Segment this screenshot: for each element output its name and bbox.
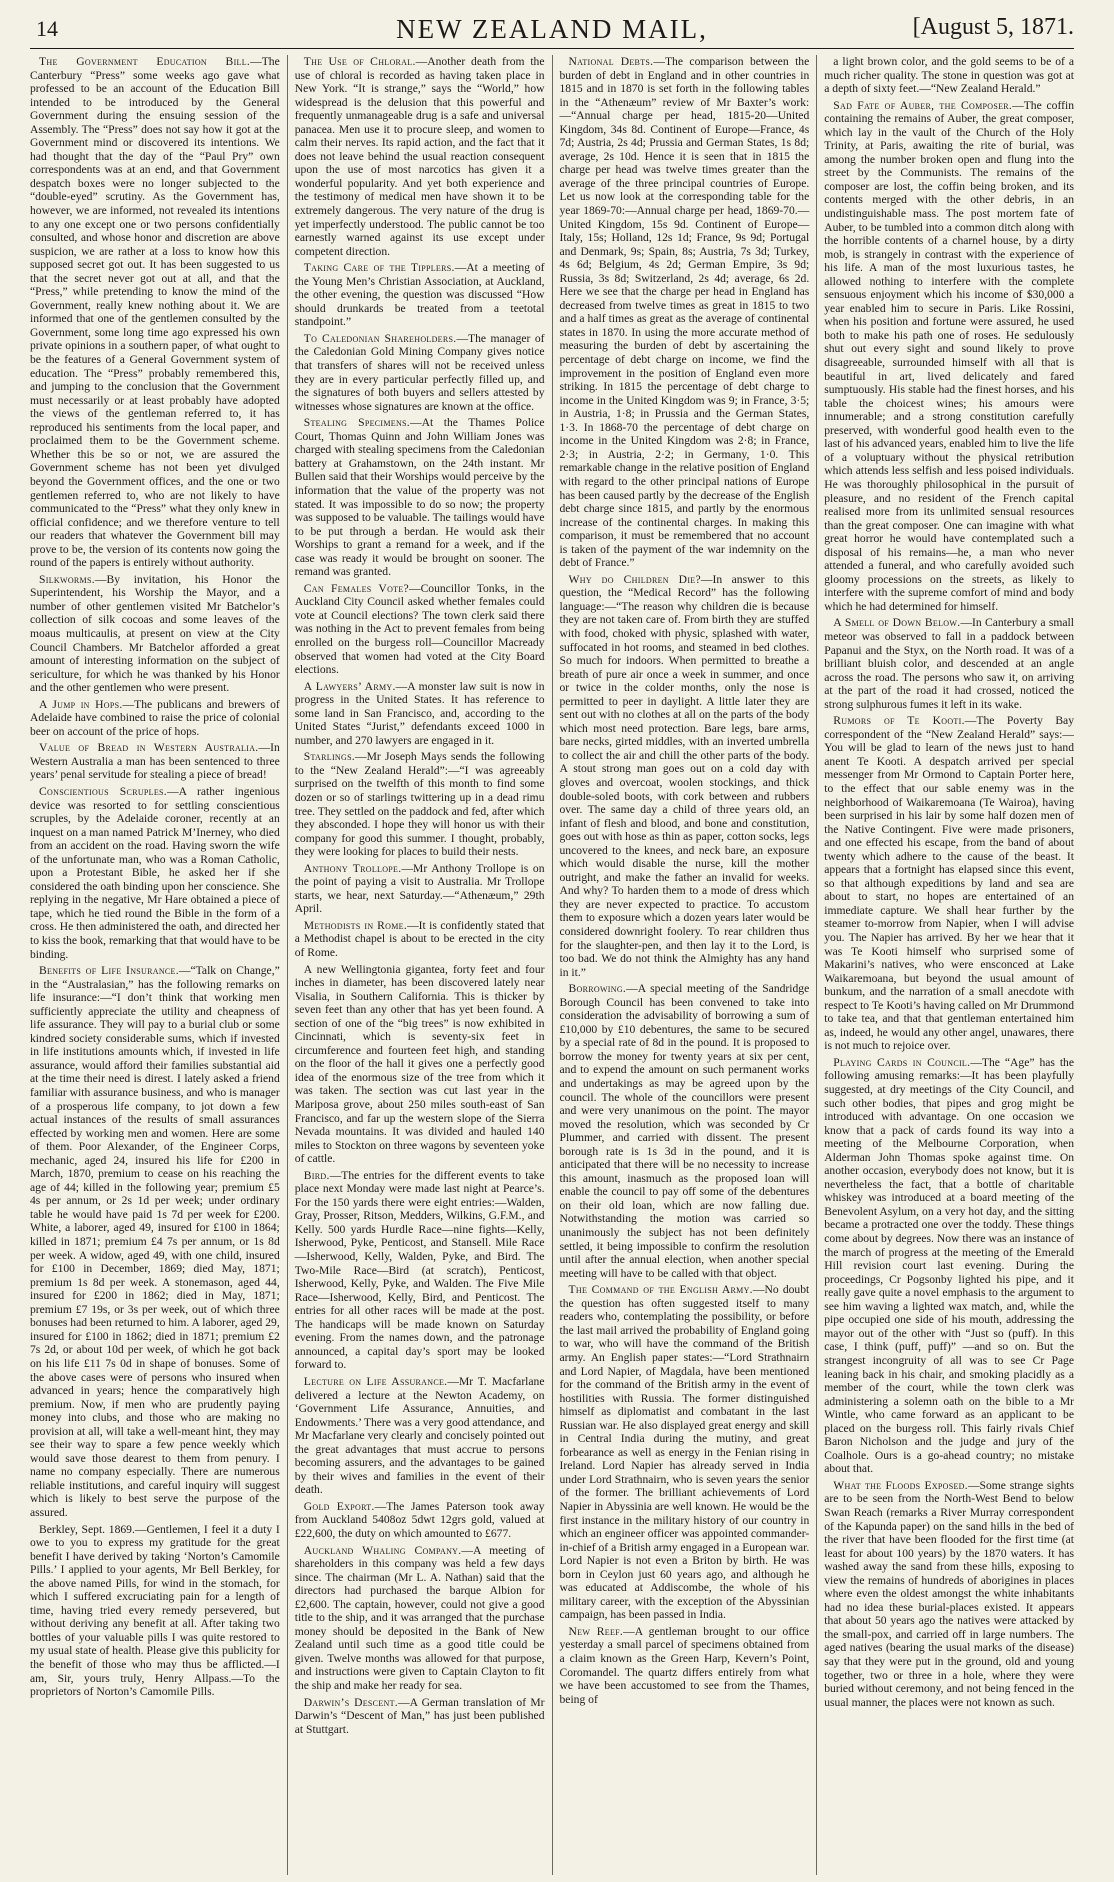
article-heading: Can Females Vote? bbox=[303, 581, 409, 595]
article-heading: Benefits of Life Insurance. bbox=[39, 964, 179, 978]
article-paragraph bbox=[295, 1375, 545, 1497]
article-heading: Playing Cards in Council. bbox=[833, 1055, 971, 1069]
article-body: —A German translation of Mr Darwin’s “Descent of Man,” has just been published at Stuttgart. bbox=[294, 1695, 545, 1736]
article-heading: The Government Education Bill. bbox=[39, 55, 251, 68]
column-4 bbox=[816, 55, 1074, 1875]
article-heading: Starlings. bbox=[303, 750, 356, 764]
article-heading: To Caledonian Shareholders. bbox=[303, 331, 457, 345]
article-paragraph bbox=[295, 55, 545, 258]
article-heading: Lecture on Life Assurance. bbox=[303, 1374, 448, 1388]
article-body: —The comparison between the burden of debt in England and in other countries in 1815 and in 1870 is set forth in the following tables in the “Athenæum” review of Mr Baxter’s work:—“Annual charge per head, 1815-20—United Kingdom, 34s 8d. Continent of Europe—France, 4s 7d; Austria, 2s 4d; Prussia and German States, 1s 8d; average, 2s 10d. Hence it is seen that in 1815 the charge per head was twelve times greater than the average of the three principal countries of Europe. Let us now look at the corresponding table for the year 1869-70:—Annual charge per head, 1869-70.—United Kingdom, 15s 9d. Continent of Europe—Italy, 15s; Holland, 12s 1d; France, 9s 9d; Portugal and Denmark, 9s; Spain, 8s; Austria, 7s 3d; Turkey, 4s 6d; Belgium, 4s 2d; German Empire, 3s 9d; Russia, 3s 8d; Switzerland, 2s 4d; average, 6s 2d. Here we see that the charge per head in England has decreased from twelve times as great in 1815 to two and a half times as great as the average of continental states in 1870. In using the more accurate method of measuring the burden of debt by ascertaining the percentage of debt charge on income, we find the improvement in the position of England even more striking. In 1815 the percentage of debt charge to income in the United Kingdom was 9; in France, 3·5; in Austria, 1·8; in Prussia and the German States, 1·3. In 1868-70 the percentage of debt charge on income in the United Kingdom was 2·8; in France, 2·3; in Austria, 2·2; in Germany, 1·0. This remarkable change in the relative position of England with regard to the other principal nations of Europe has been caused partly by the decrease of the English debt charge since 1815, and partly by the enormous increase of the continental charges. In making this comparison, it must be remembered that no account is taken of the payment of the war indemnity on the debt of France.” bbox=[559, 55, 810, 570]
article-body: —The Poverty Bay correspondent of the “New Zealand Herald” says:—You will be glad to learn of the news just to hand anent Te Kooti. A despatch arrived per special messenger from Mr Ormond to Captain Porter here, to the effect that our sable enemy was in the neighborhood of Waikaremoana (Te Wairoa), having been surprised in his lair by some half dozen men of the Native Contingent. Five were made prisoners, and one effected his escape, from the band of about twenty which adhere to the cause of the beast. It appears that a fortnight has elapsed since this event, so that although expeditions by land and sea are about to start, no hopes are entertained of an immediate capture. We shall hear further by the steamer to-morrow from Napier, when I will advise you. The Napier has arrived. By her we hear that it was Te Kooti himself who surprised some of Makarini’s natives, who were ensconced at Lake Waikaremoana, but beyond the usual amount of bunkum, and the narration of a small anecdote with respect to Te Kooti’s having called on Mr Drummond to take tea, and that that gentleman entertained him as, indeed, he would any other angel, unawares, there is not much to rejoice over. bbox=[824, 714, 1074, 1053]
article-body: —The publicans and brewers of Adelaide have combined to raise the price of colonial beer on account of the price of hops. bbox=[30, 697, 280, 738]
page-number: 14 bbox=[36, 16, 58, 41]
article-body: —In answer to this question, the “Medical Record” has the following language:—“The reason why children die is because they are not taken care of. From birth they are stuffed with food, choked with physic, splashed with water, suffocated in hot rooms, and steamed in bed clothes. So much for indoors. When permitted to breathe a breath of pure air once a week in summer, and once or twice in the colder months, only the nose is permitted to peer in daylight. A little later they are sent out with no clothes at all on the parts of the body which most need protection. Bare legs, bare arms, bare necks, girted middles, with an inverted umbrella to collect the air and chill the other parts of the body. A stout strong man goes out on a cold day with gloves and overcoat, woolen stockings, and thick double-soled boots, with cork between and rubbers over. The same day a child of three years old, an infant of flesh and blood, and bone and constitution, goes out with hose as thin as paper, cotton socks, legs uncovered to the knees, and neck bare, an exposure which would disable the nurse, kill the mother outright, and make the father an invalid for weeks. And why? To harden them to a mode of dress which they are never expected to practice. To accustom them to exposure which a dozen years later would be considered downright foolery. To rear children thus for the slaughter-pen, and then lay it to the Lord, is too bad. We do not think the Almighty has any hand in it.” bbox=[559, 572, 810, 979]
article-paragraph bbox=[560, 1625, 810, 1706]
article-body: —Mr Anthony Trollope is on the point of paying a visit to Australia. Mr Trollope starts, we hear, next Saturday.—“Athenæum,” 29th April. bbox=[294, 861, 545, 916]
article-paragraph bbox=[295, 582, 545, 677]
article-paragraph bbox=[30, 741, 280, 782]
article-paragraph bbox=[560, 573, 810, 979]
article-heading: Gold Export. bbox=[303, 1499, 375, 1513]
article-body: —The Canterbury “Press” some weeks ago gave what professed to be an account of the Education Bill intended to be introduced by the General Government during the ensuing session of the Assembly. The “Press” does not say how it got at the Government mind or discovered its intentions. We had thought that the day of the “Paul Pry” own correspondents was at an end, and that Government despatch boxes were no longer subjected to the “double-eyed” scrutiny. As the Government has, however, we are informed, not revealed its intentions to any one except one or two persons confidentially consulted, and whose honor and discretion are above suspicion, we are rather at a loss to know how this supposed secret got out. It has been suggested to us that the secret never got out at all, and that the “Press,” while pretending to know the mind of the Government, really knew nothing about it. We are informed that one of the gentlemen consulted by the Government, some long time ago expressed his own private opinions in a southern paper, of what ought to be the features of a General Government system of education. The “Press” probably remembered this, and jumping to the conclusion that the Government must necessarily or at least probably have adopted the views of the gentleman referred to, it has reproduced his sentiments from the local paper, and proclaimed them to be the Government scheme. Whether this be so or not, we are assured the Government scheme has not been yet divulged beyond the Government offices, and the one or two gentlemen referred to, who are not likely to have communicated to the “Press” what they only knew in official confidence; and we therefore venture to tell our readers that whatever the Government bill may prove to be, the version of its contents now going the round of the papers is entirely without authority. bbox=[30, 55, 280, 570]
article-paragraph bbox=[295, 862, 545, 916]
article-body: —A monster law suit is now in progress in the United States. It has reference to some land in San Francisco, and, according to the United States “Jurist,” defendants exceed 1000 in number, and 270 lawyers are engaged in it. bbox=[294, 679, 545, 747]
article-paragraph bbox=[295, 261, 545, 329]
article-paragraph bbox=[560, 55, 810, 570]
article-body: —Mr Joseph Mays sends the following to the “New Zealand Herald”:—“I was agreeably surprised on the twelfth of this month to find some dozen or so of starlings twittering up in a dead rimu tree. They settled on the paddock and fed, after which they absconded. I hope they will honor us with their company for good this summer. I thought, probably, they were looking for places to build their nests. bbox=[294, 750, 545, 859]
article-body: —It is confidently stated that a Methodist chapel is about to be erected in the city of Rome. bbox=[294, 918, 545, 959]
column-3 bbox=[552, 55, 817, 1875]
article-heading: Methodists in Rome. bbox=[303, 918, 408, 932]
article-heading: New Reef. bbox=[568, 1624, 624, 1638]
article-heading: The Command of the English Army. bbox=[568, 1283, 753, 1297]
article-heading: Rumors of Te Kooti. bbox=[833, 714, 965, 728]
article-paragraph bbox=[824, 1479, 1074, 1709]
article-body: —A rather ingenious device was resorted to for settling conscientious scruples, by the Adelaide coroner, recently at an inquest on a man named Patrick M’Inerney, who died from an accident on the road. Having sworn the wife of the unfortunate man, who was a Roman Catholic, upon a Protestant Bible, he asked her if she considered the oath binding upon her conscience. She replying in the negative, Mr Hare obtained a piece of tape, which he tied round the Bible in the form of a cross. He then administered the oath, and directed her to kiss the book, remarking that that would have to be binding. bbox=[30, 784, 280, 961]
article-paragraph bbox=[30, 573, 280, 695]
article-body: —“Talk on Change,” in the “Australasian,” has the following remarks on life insurance:—“I don’t think that working men sufficiently appreciate the utility and cheapness of life assurance. They will pay to a burial club or some kindred society considerable sums, which if invested in life institutions amounts which, if invested in life assurance, would afford their families substantial aid at the time their need is direst. I lately asked a friend familiar with assurance business, and who is manager of a prosperous life company, to jot down a few actual instances of the results of small assurances effected by working men and women. Here are some of them. Poor Alexander, of the Engineer Corps, mechanic, aged 24, insured his life for £200 in March, 1870, premium to cease on his reaching the age of 44; killed in the following year; premium £5 4s per annum, or 2s 1d per week; under ordinary table he would have paid 1s 7d per week for £200. White, a laborer, aged 49, insured for £100 in 1864; killed in 1871; premium £4 7s per annum, or 1s 8d per week. A widow, aged 49, with one child, insured for £100 in December, 1869; died May, 1871; premium 1s 8d per week. A stonemason, aged 44, insured for £200 in 1862; died in May, 1871; premium £7 19s, or 3s per week, out of which three bonuses had been returned to him. A laborer, aged 29, insured for £100 in 1862; died in 1871; premium £2 7s 2d, or about 10d per week, of which he got back on his life £11 7s 0d in shape of bonuses. Some of the above cases were of persons who insured when advanced in years; hence the comparatively high premium. Now, if men who are prudently paying money into clubs, and those who are making no provision at all, will take a well-meant hint, they may see their way to spare a few pence weekly which would save those dearest to them from penury. I name no company especially. There are numerous reliable institutions, and careful inquiry will suggest which is likely to best serve the purpose of the assured. bbox=[30, 964, 280, 1519]
article-body: A new Wellingtonia gigantea, forty feet and four inches in diameter, has been discovered lately near Visalia, in Southern California. This is thicker by seven feet than any other that has yet been found. A section of one of the “big trees” is now exhibited in Cincinnati, which is seventy-six feet in circumference and fourteen feet high, and standing on the floor of the hall it gives one a perfectly good idea of the enormous size of the tree from which it was taken. The section was cut last year in the Mariposa grove, about 250 miles south-east of San Francisco, and far up the western slope of the Sierra Nevada mountains. It was divided and hauled 140 miles to Stockton on three wagons by seventeen yoke of cattle. bbox=[294, 962, 545, 1166]
article-body: —By invitation, his Honor the Superintendent, his Worship the Mayor, and a number of other gentlemen visited Mr Batchelor’s collection of silk cocoas and some leaves of the moaus multicaulis, at present on view at the City Council Chambers. Mr Batchelor afforded a great amount of interesting information on the subject of sericulture, for which he was thanked by his Honor and the other gentlemen who were present. bbox=[30, 572, 280, 695]
article-body: —The entries for the different events to take place next Monday were made last night at Pearce’s. For the 150 yards there were eight entries:—Walden, Gray, Prosser, Ritson, Medders, Wilkins, G.F.M., and Kelly. 500 yards Hurdle Race—nine fights—Kelly, Isherwood, Pyke, Penticost, and Stansell. Mile Race—Isherwood, Kelly, Walden, Pyke, and Bird. The Two-Mile Race—Bird (at scratch), Penticost, Isherwood, Kelly, Pyke, and Walden. The Five Mile Race—Isherwood, Kelly, Bird, and Penticost. The entries for all other races will be made at the post. The handicaps will be made known on Saturday evening. From the names down, and the patronage announced, a capital day’s sport may be looked forward to. bbox=[294, 1168, 545, 1372]
article-paragraph bbox=[824, 616, 1074, 711]
article-paragraph bbox=[295, 680, 545, 748]
article-body: —A gentleman brought to our office yesterday a small parcel of specimens obtained from a claim known as the Green Harp, Kevern’s Point, Coromandel. The quartz differs entirely from what we have been accustomed to see from the Thames, being of bbox=[559, 1624, 810, 1706]
article-paragraph bbox=[295, 919, 545, 960]
article-body: —Another death from the use of chloral is recorded as having taken place in New York. “It is strange,” says the “World,” how widespread is the delusion that this powerful and frequently unmanageable drug is a safe and universal panacea. Men use it to procure sleep, and women to calm their nerves. Its rapid action, and the fact that it does not leave behind the usual reaction consequent upon the use of most narcotics has given it a wonderful popularity. And yet both experience and the testimony of medical men have shown it to be extremely dangerous. The very nature of the drug is yet imperfectly understood. The public cannot be too earnestly warned against its use except under competent direction. bbox=[294, 55, 545, 258]
article-paragraph bbox=[824, 1056, 1074, 1476]
article-body: —The manager of the Caledonian Gold Mining Company gives notice that transfers of shares will not be received unless they are in every particular perfectly filled up, and the signatures of both buyers and sellers attested by witnesses whose signatures are known at the office. bbox=[294, 331, 545, 413]
article-heading: Anthony Trollope. bbox=[303, 861, 402, 875]
article-paragraph bbox=[295, 1544, 545, 1693]
article-body: —A special meeting of the Sandridge Borough Council has been convened to take into consideration the advisability of borrowing a sum of £10,000 by £10 debentures, the same to be secured by a special rate of 8d in the pound. It is proposed to borrow the money for twenty years at six per cent, and to expend the amount on such permanent works and undertakings as may be agreed upon by the council. The whole of the councillors were present and were very unanimous on the point. The mayor moved the resolution, which was seconded by Cr Plummer, and carried with dissent. The present borough rate is 1s 3d in the pound, and it is anticipated that there will be no necessity to increase this amount, inasmuch as the proposed loan will enable the council to pay off some of the debentures on their old loan, which are now falling due. Notwithstanding the motion was carried so unanimously the subject has not been definitely settled, it being impossible to confirm the resolution until after the annual election, when another special meeting will have to be called with that object. bbox=[559, 982, 810, 1280]
article-heading: A Jump in Hops. bbox=[39, 697, 123, 711]
article-heading: Stealing Specimens. bbox=[303, 416, 411, 430]
article-body: —Councillor Tonks, in the Auckland City Council asked whether females could vote at Council elections? The town clerk said there was nothing in the Act to prevent females from being enrolled on the burgess roll—Councillor Macready observed that women had voted at the City Board elections. bbox=[294, 581, 545, 677]
article-paragraph bbox=[560, 982, 810, 1280]
article-heading: What the Floods Exposed. bbox=[833, 1478, 968, 1492]
article-body: —At the Thames Police Court, Thomas Quinn and John William Jones was charged with stealing specimens from the Caledonian battery at Grahamstown, on the 24th instant. Mr Bullen said that their Worships would perceive by the information that the value of the property was not stated. It was impossible to do so now; the property was supposed to be valuable. The tailings would have to be put through a berdan. He would ask their Worships to grant a remand for a week, and if the case was ready it would be brought on sooner. The remand was granted. bbox=[294, 416, 545, 579]
article-body: —Some strange sights are to be seen from the North-West Bend to below Swan Reach (remarks a River Murray correspondent of the Kapunda paper) on the sand hills in the bed of the river that have been flooded for the first time (at least for about 100 years) by the 1870 waters. It has washed away the sand from these hills, exposing to view the remains of hundreds of aborigines in places where even the oldest amongst the white inhabitants had no idea these burial-places existed. It appears that about 50 years ago the natives were attacked by the small-pox, and carried off in large numbers. The aged natives (bearing the usual marks of the disease) say that they were put in the ground, old and young together, two or three in a hole, where they were buried without ceremony, and not being fenced in the usual manner, the places were not known as such. bbox=[824, 1478, 1074, 1709]
article-body: —The coffin containing the remains of Auber, the great composer, which lay in the vault of the Church of the Holy Trinity, at Paris, awaiting the rite of burial, was among the number broken open and flung into the street by the Communists. The remains of the composer are lost, the coffin being broken, and its contents merged with the other debris, in an undistinguishable mass. The post mortem fate of Auber, to be tumbled into a common ditch along with the horrible contents of a charnel house, by a dirty mob, is strangely in contrast with the experience of his life. A man of the most luxurious tastes, he allowed nothing to interfere with the complete sensuous enjoyment which his income of $30,000 a year enabled him to secure in Paris. Like Rossini, when his position and fortune were assured, he used both to make his path one of roses. He sedulously shut out every sight and sound likely to prove disagreeable, surrounded himself with all that is beautiful in art, lived delicately and fared sumptuously. His stable had the finest horses, and his table the choicest wines; his amours were innumerable; and a strong constitution carefully preserved, with wonderful good health even to the last of his advanced years, enabled him to live the life of a voluptuary without the physical retribution which attends less selfish and less poised individuals. He was thoroughly philosophical in the pursuit of pleasure, and no resident of the French capital realised more from its unlimited sensual resources than the great composer. One can imagine with what great horror he would have contemplated such a disposal of his remains—he, a man who never attended a funeral, and who carefully avoided such gloomy processions on the streets, as likely to interfere with the supreme comfort of mind and body which he had determined for himself. bbox=[824, 98, 1074, 613]
article-heading: Silkworms. bbox=[39, 572, 95, 586]
article-paragraph bbox=[295, 750, 545, 858]
article-body: —No doubt the question has often suggested itself to many readers who, contemplating the possibility, or before the last mail arrived the probability of England going to war, who will have the command of the British army. An English paper states:—“Lord Strathnairn and Lord Napier, of Magdala, have been mentioned for the command of the British army in the event of hostilities with Russia. The former distinguished himself as diplomatist and combatant in the last Russian war. He also displayed great energy and skill in Central India during the mutiny, and great forbearance as well as energy in the Fenian rising in Ireland. Lord Napier has already served in India under Lord Strathnairn, who is seven years the senior of the former. The brilliant achievements of Lord Napier in Abyssinia are well known. He would be the first instance in the military history of our country in which an engineer officer was appointed commander-in-chief of a British army engaged in a European war. Lord Napier is not even a Briton by birth. He was born in Ceylon just 60 years ago, and although he was educated at Addiscombe, the whole of his military career, with the exception of the Abyssinian campaign, has been passed in India. bbox=[559, 1283, 810, 1622]
article-body: —The “Age” has the following amusing remarks:—It has been playfully suggested, at dry meetings of the City Council, and such other bodies, that pipes and grog might be introduced with advantage. On one occasion we know that a pack of cards found its way into a meeting of the Melbourne Corporation, when Alderman John Thomas spoke against time. On another occasion, everybody does not know, but it is nevertheless the fact, that a bottle of charitable whiskey was introduced at a board meeting of the Benevolent Asylum, on a very hot day, and the sitting became a protracted one over the toddy. These things come about by degrees. Now there was an instance of the march of progress at the meeting of the Emerald Hill revision court last evening. During the proceedings, Cr Pogsonby lighted his pipe, and it really gave quite a novel emphasis to the argument to see him waving a lighted wax match, and, while the pipe occupied one side of his mouth, addressing the mayor out of the other with “Just so (puff). In this case, I think (puff, puff)” —and so on. But the strangest incongruity of all was to see Cr Page leaning back in his chair, and smoking placidly as a member of the court, while the town clerk was administering a solemn oath on the bible to a Mr Wintle, who came forward as an applicant to be placed on the burgess roll. This fairly rivals Chief Baron Nicholson and the judge and jury of the Coalhole. Ours is a go-ahead country; no mistake about that. bbox=[824, 1055, 1074, 1476]
article-paragraph bbox=[295, 332, 545, 413]
newspaper-title: NEW ZEALAND MAIL, bbox=[396, 14, 708, 44]
masthead bbox=[30, 12, 1074, 49]
article-heading: Bird. bbox=[303, 1168, 330, 1182]
article-paragraph bbox=[30, 964, 280, 1519]
article-body: —In Canterbury a small meteor was observed to fall in a paddock between Papanui and the Styx, on the North road. It was of a brilliant bluish color, and descended at an angle across the road. The persons who saw it, on arriving at the part of the road it had crossed, noticed the strong sulphurous fumes it left in its wake. bbox=[824, 616, 1074, 711]
article-heading: Borrowing. bbox=[568, 982, 627, 996]
article-body: —A meeting of shareholders in this company was held a few days since. The chairman (Mr L. A. Nathan) said that the directors had purchased the barque Albion for £2,600. The captain, however, could not give a good title to the ship, and it was arranged that the purchase money should be deposited in the Bank of New Zealand until such time as a good title could be given. Twelve months was allowed for that purpose, and instructions were given to Captain Clayton to fit the ship and make her ready for sea. bbox=[294, 1543, 545, 1692]
article-paragraph bbox=[30, 698, 280, 739]
article-paragraph bbox=[824, 55, 1074, 96]
article-heading: Taking Care of the Tipplers. bbox=[303, 261, 455, 275]
article-heading: Sad Fate of Auber, the Composer. bbox=[833, 98, 1013, 112]
article-paragraph bbox=[824, 714, 1074, 1053]
article-paragraph bbox=[295, 963, 545, 1166]
article-body: —At a meeting of the Young Men’s Christian Association, at Auckland, the other evening, the question was discussed “How should drunkards be treated from a teetotal standpoint.” bbox=[294, 261, 545, 329]
article-paragraph bbox=[30, 1523, 280, 1699]
article-heading: National Debts. bbox=[568, 55, 654, 68]
article-paragraph bbox=[295, 1500, 545, 1541]
issue-date: [August 5, 1871. bbox=[912, 14, 1074, 40]
article-paragraph bbox=[560, 1283, 810, 1622]
article-body: Berkley, Sept. 1869.—Gentlemen, I feel it a duty I owe to you to express my gratitude for the great benefit I have derived by taking ‘Norton’s Camomile Pills.’ I applied to your agents, Mr Bell Berkley, for the above named Pills, for wind in the stomach, for which I suffered excruciating pain for a length of time, having tried every remedy persevered, but without deriving any benefit at all. After taking two bottles of your valuable pills I was quite restored to my usual state of health. Please give this publicity for the benefit of those who may thus be afflicted.—I am, Sir, yours truly, Henry Allpass.—To the proprietors of Norton’s Camomile Pills. bbox=[30, 1522, 280, 1699]
column-2 bbox=[287, 55, 552, 1875]
column-1 bbox=[30, 55, 287, 1875]
article-columns bbox=[30, 55, 1074, 1875]
article-paragraph bbox=[824, 99, 1074, 614]
article-heading: Value of Bread in Western Australia. bbox=[39, 741, 259, 755]
article-heading: Conscientious Scruples. bbox=[39, 784, 167, 798]
article-body: —Mr T. Macfarlane delivered a lecture at the Newton Academy, on ‘Government Life Assurance, Annuities, and Endowments.’ There was a very good attendance, and Mr Macfarlane very clearly and concisely pointed out the great advantages that must accrue to persons becoming assurers, and the advantages to be gained by their wives and families in the event of their death. bbox=[294, 1374, 545, 1497]
article-body: —The James Paterson took away from Auckland 5408oz 5dwt 12grs gold, valued at £22,600, the duty on which amounted to £677. bbox=[294, 1499, 545, 1540]
article-body: —In Western Australia a man has been sentenced to three years’ penal servitude for stealing a piece of bread! bbox=[30, 741, 280, 782]
article-heading: Auckland Whaling Company. bbox=[303, 1543, 462, 1557]
article-heading: Why do Children Die? bbox=[568, 572, 701, 586]
article-heading: A Smell of Down Below. bbox=[833, 616, 961, 630]
article-heading: Darwin’s Descent. bbox=[303, 1695, 398, 1709]
article-paragraph bbox=[295, 1169, 545, 1372]
article-paragraph bbox=[30, 785, 280, 961]
article-paragraph bbox=[295, 416, 545, 579]
article-heading: A Lawyers’ Army. bbox=[303, 679, 396, 693]
article-body: a light brown color, and the gold seems to be of a much richer quality. The stone in question was got at a depth of sixty feet.—“New Zealand Herald.” bbox=[824, 55, 1074, 96]
article-paragraph bbox=[30, 55, 280, 570]
article-heading: The Use of Chloral. bbox=[303, 55, 416, 68]
article-paragraph bbox=[295, 1696, 545, 1737]
